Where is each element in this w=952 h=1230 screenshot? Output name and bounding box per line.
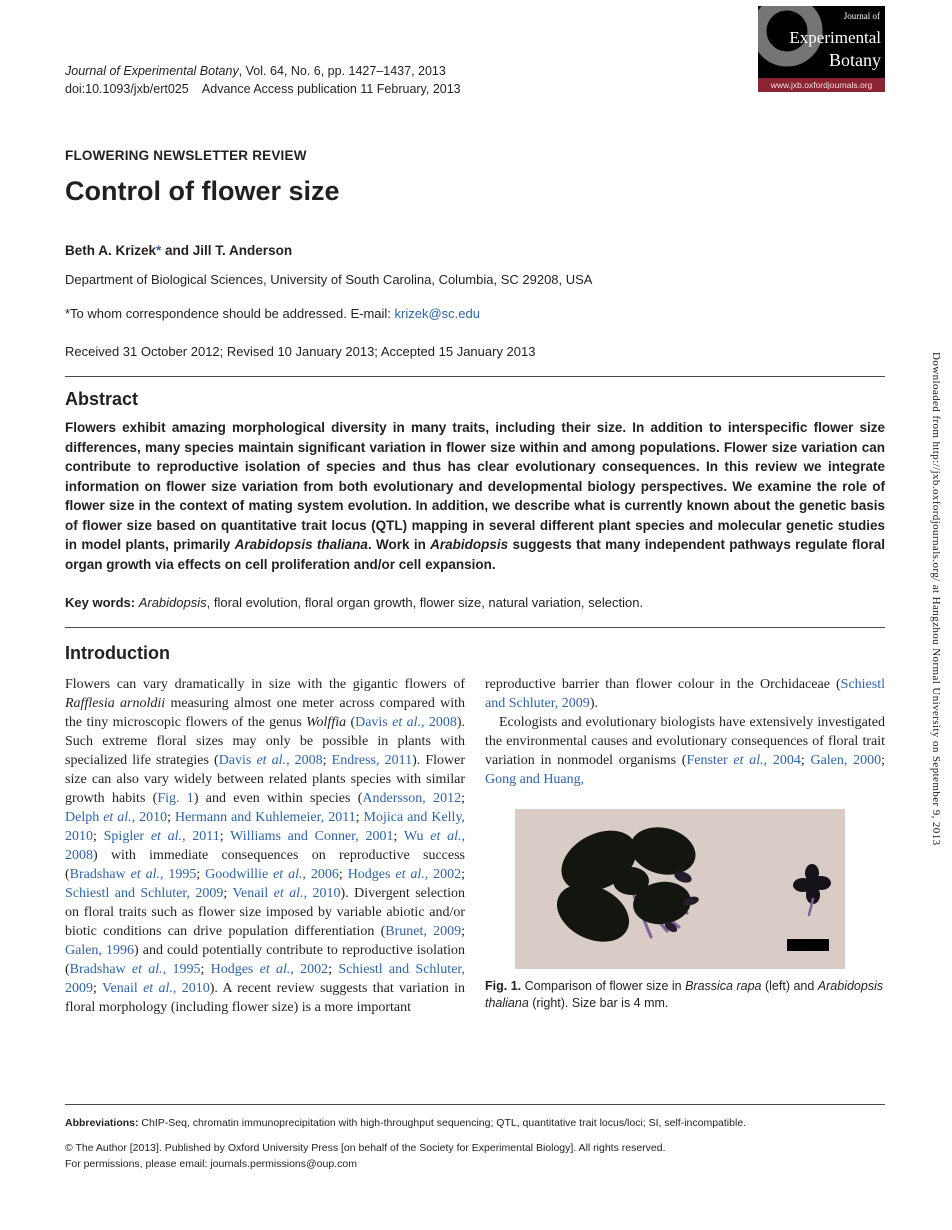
- permissions-line: For permissions, please email: journals.permissions@oup.com: [65, 1158, 357, 1170]
- journal-logo: [758, 6, 885, 92]
- abstract-heading: Abstract: [65, 389, 139, 409]
- page-footer: [65, 1104, 885, 1171]
- dates-line: Received 31 October 2012; Revised 10 January 2013; Accepted 15 January 2013: [65, 344, 536, 359]
- body-paragraph: Flowers can vary dramatically in size with the gigantic flowers of Rafflesia arnoldii measuring almost one meter across compared with the tiny microscopic flowers of the genus Wolffia (Davis et al., 2008). Such extreme floral sizes may only be possible in plants with specialized life strategies (Davis et al., 2008; Endress, 2011). Flower size can also vary widely between related plants species with similar growth habits (Fig. 1) and even within species (Andersson, 2012; Delph et al., 2010; Hermann and Kuhlemeier, 2011; Mojica and Kelly, 2010; Spigler et al., 2011; Williams and Conner, 2001; Wu et al., 2008) with immediate consequences on reproductive success (Bradshaw et al., 1995; Goodwillie et al., 2006; Hodges et al., 2002; Schiestl and Schluter, 2009; Venail et al., 2010). Divergent selection on floral traits such as flower size imposed by variable abiotic and/or biotic conditions can drive population differentiation (Brunet, 2009; Galen, 1996) and could potentially contribute to reproductive isolation (Bradshaw et al., 1995; Hodges et al., 2002; Schiestl and Schluter, 2009; Venail et al., 2010). A recent review suggests that variation in floral morphology (including flower size) is a more important: [65, 677, 466, 1015]
- citation-link[interactable]: Wu et al., 2008: [65, 829, 465, 863]
- logo-url[interactable]: www.jxb.oxfordjournals.org: [758, 78, 885, 92]
- citation-link[interactable]: Galen, 1996: [65, 943, 134, 958]
- citation-link[interactable]: Schiestl and Schluter, 2009: [485, 677, 885, 711]
- intro-right-text: [485, 675, 885, 789]
- citation-link[interactable]: Fig. 1: [157, 791, 194, 806]
- citation-link[interactable]: Venail et al., 2010: [232, 886, 341, 901]
- download-provenance-note: Downloaded from http://jxb.oxfordjournals.org/ at Hangzhou Normal University on September 9, 2013: [930, 352, 942, 846]
- intro-right-column: [485, 675, 885, 1017]
- figure-1: [485, 809, 885, 1012]
- citation-link[interactable]: Brunet, 2009: [385, 924, 462, 939]
- divider-above-abstract: [65, 376, 885, 377]
- citation-link[interactable]: Andersson, 2012: [362, 791, 462, 806]
- citation-link[interactable]: Mojica and Kelly, 2010: [65, 810, 466, 844]
- keywords-line: Key words: Arabidopsis, floral evolution, floral organ growth, flower size, natural variation, selection.: [65, 595, 644, 610]
- intro-left-column: [65, 675, 465, 1017]
- citation-link[interactable]: Davis et al., 2008: [355, 715, 457, 730]
- citation-link[interactable]: Bradshaw et al., 1995: [69, 867, 197, 882]
- citation-link[interactable]: krizek@sc.edu: [394, 306, 480, 321]
- citation-link[interactable]: *: [156, 243, 162, 258]
- journal-logo-panel: [758, 6, 885, 78]
- citation-link[interactable]: Endress, 2011: [331, 753, 413, 768]
- copyright-line: © The Author [2013]. Published by Oxford University Press [on behalf of the Society for Experimental Biology]. All rights reserved.: [65, 1142, 666, 1154]
- citation-link[interactable]: Hodges et al., 2002: [210, 962, 329, 977]
- logo-name-line1: Experimental: [789, 28, 881, 47]
- citation-link[interactable]: Bradshaw et al., 1995: [69, 962, 201, 977]
- logo-journal-of-label: Journal of: [843, 11, 880, 21]
- citation-link[interactable]: Hermann and Kuhlemeier, 2011: [174, 810, 356, 825]
- article-title: Control of flower size: [65, 176, 340, 206]
- divider-below-keywords: [65, 627, 885, 628]
- figure-1-caption: Fig. 1. Comparison of flower size in Brassica rapa (left) and Arabidopsis thaliana (right). Size bar is 4 mm.: [485, 979, 884, 1010]
- correspondence-line: *To whom correspondence should be addressed. E-mail: krizek@sc.edu: [65, 306, 480, 321]
- journal-citation-line: Journal of Experimental Botany, Vol. 64, No. 6, pp. 1427–1437, 2013: [65, 64, 446, 78]
- citation-link[interactable]: Gong and Huang,: [485, 772, 585, 787]
- abstract-text: Flowers exhibit amazing morphological diversity in many traits, including their size. In addition to interspecific flower size differences, many species maintain significant variation in flower size within and among populations. Flower size variation can contribute to reproductive isolation of species and thus has clear evolutionary consequences. In this review we integrate information on flower size variation from both evolutionary and developmental biology perspectives. We examine the role of flower size in the context of mating system evolution. In addition, we describe what is currently known about the genetic basis of flower size based on quantitative trait locus (QTL) mapping in several different plant species and molecular genetic studies in model plants, primarily Arabidopsis thaliana. Work in Arabidopsis suggests that many independent pathways regulate floral organ growth via effects on cell proliferation and/or cell expansion.: [65, 420, 885, 572]
- figure-1-image: [515, 809, 845, 969]
- citation-link[interactable]: Hodges et al., 2002: [347, 867, 462, 882]
- citation-link[interactable]: Schiestl and Schluter, 2009: [65, 886, 224, 901]
- affiliation: Department of Biological Sciences, University of South Carolina, Columbia, SC 29208, USA: [65, 272, 593, 287]
- section-label: FLOWERING NEWSLETTER REVIEW: [65, 148, 307, 163]
- citation-link[interactable]: Goodwillie et al., 2006: [205, 867, 339, 882]
- body-paragraph: Ecologists and evolutionary biologists have extensively investigated the environmental causes and evolutionary consequences of floral trait variation in nonmodel organisms (Fenster et al., 2004; Galen, 2000; Gong and Huang,: [485, 715, 886, 787]
- abbreviations-line: Abbreviations: ChIP-Seq, chromatin immunoprecipitation with high-throughput sequencing; QTL, quantitative trait locus/loci; SI, self-incompatible.: [65, 1117, 747, 1129]
- citation-link[interactable]: Galen, 2000: [810, 753, 882, 768]
- citation-link[interactable]: Schiestl and Schluter, 2009: [65, 962, 466, 996]
- body-paragraph: reproductive barrier than flower colour in the Orchidaceae (Schiestl and Schluter, 2009).: [485, 677, 885, 711]
- logo-name-line2: Botany: [829, 50, 881, 70]
- citation-link[interactable]: Delph et al., 2010: [65, 810, 168, 825]
- citation-link[interactable]: Davis et al., 2008: [218, 753, 323, 768]
- introduction-heading: Introduction: [65, 643, 170, 663]
- authors-line: Beth A. Krizek* and Jill T. Anderson: [65, 243, 293, 258]
- citation-link[interactable]: Venail et al., 2010: [101, 981, 210, 996]
- doi-line: doi:10.1093/jxb/ert025 Advance Access publication 11 February, 2013: [65, 82, 461, 96]
- citation-link[interactable]: Williams and Conner, 2001: [230, 829, 394, 844]
- two-column-body: [65, 675, 885, 1017]
- figure-scale-bar: [787, 939, 829, 951]
- citation-link[interactable]: Spigler et al., 2011: [103, 829, 220, 844]
- citation-link[interactable]: Fenster et al., 2004: [686, 753, 801, 768]
